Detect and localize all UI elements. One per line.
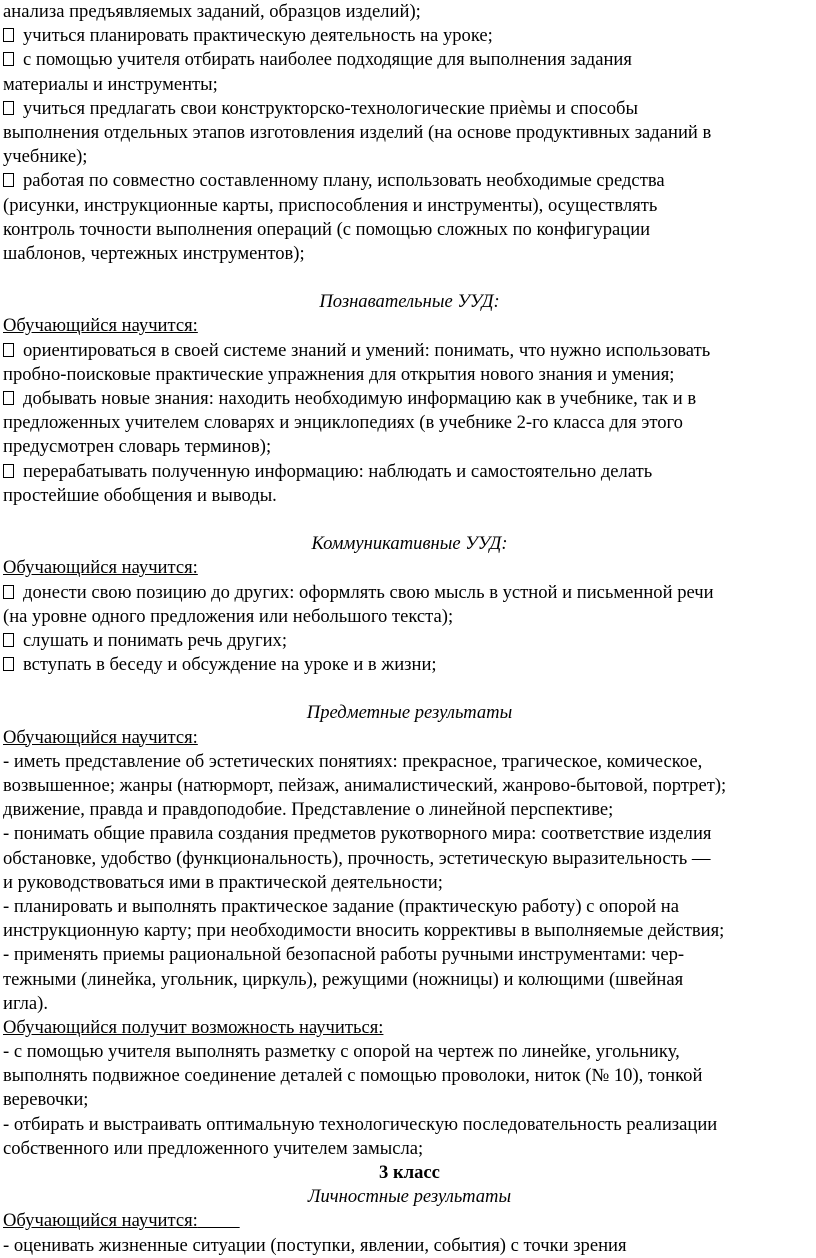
section-heading: Личностные результаты <box>307 1186 512 1208</box>
text-line: и руководствоваться ими в практической деятельности; <box>3 871 443 893</box>
line-text: слушать и понимать речь других; <box>23 629 287 651</box>
section-heading: Познавательные УУД: <box>319 291 500 313</box>
underline-fill <box>198 1210 240 1231</box>
text-line: - оценивать жизненные ситуации (поступки, явлении, события) с точки зрения <box>3 1234 627 1256</box>
cognitive-section <box>3 290 816 508</box>
text-line: инструкционную карту; при необходимости вносить коррективы в выполняемые действия; <box>3 920 725 942</box>
text-line: игла). <box>3 992 49 1014</box>
line-text: вступать в беседу и обсуждение на уроке и в жизни; <box>23 654 437 676</box>
text-line <box>3 411 816 435</box>
text-line: возвышенное; жанры (натюрморт, пейзаж, анималистический, жанрово-бытовой, портрет); <box>3 775 727 796</box>
text-line <box>3 605 816 629</box>
bullet-item <box>3 24 816 48</box>
text-line: - с помощью учителя выполнять разметку с опорой на чертеж по линейке, угольнику, <box>3 1041 680 1063</box>
text-line <box>3 145 816 169</box>
bullet-item <box>3 581 816 605</box>
line-text: добывать новые знания: находить необходимую информацию как в учебнике, так и в <box>23 388 697 409</box>
opportunity-label: Обучающийся получит возможность научиться: <box>3 1016 384 1038</box>
bullet-box-icon <box>3 585 14 599</box>
line-text: ориентироваться в своей системе знаний и умений: понимать, что нужно использовать <box>23 339 711 361</box>
text-line <box>3 218 816 242</box>
subject-section <box>3 701 816 1161</box>
bullet-box-icon <box>3 464 14 478</box>
learner-label: Обучающийся научится: <box>3 557 198 579</box>
text-line <box>3 73 816 97</box>
text-line: собственного или предложенного учителем замысла; <box>3 1137 424 1159</box>
bullet-box-icon <box>3 52 14 66</box>
line-text: работая по совместно составленному плану, использовать необходимые средства <box>23 170 665 192</box>
line-text: (рисунки, инструкционные карты, приспособления и инструменты), осуществлять <box>3 194 658 216</box>
text-line: тежными (линейка, угольник, циркуль), режущими (ножницы) и колющими (швейная <box>3 968 684 990</box>
text-line <box>3 242 816 266</box>
text-line <box>3 121 816 145</box>
bullet-item <box>3 169 816 193</box>
bullet-box-icon <box>3 391 14 405</box>
line-text: перерабатывать полученную информацию: наблюдать и самостоятельно делать <box>23 460 653 482</box>
bullet-box-icon <box>3 28 14 42</box>
text-line: веревочки; <box>3 1089 89 1111</box>
bullet-item <box>3 387 816 411</box>
line-text: с помощью учителя отбирать наиболее подходящие для выполнения задания <box>23 49 632 71</box>
text-line: обстановке, удобство (функциональность), прочность, эстетическую выразительность — <box>3 847 711 869</box>
regulative-continuation <box>3 0 816 266</box>
line-text: (на уровне одного предложения или небольшого текста); <box>3 605 454 627</box>
section-heading: Коммуникативные УУД: <box>311 533 508 555</box>
learner-label: Обучающийся научится: <box>3 726 198 748</box>
learner-label-line <box>3 556 816 580</box>
line-text: учиться планировать практическую деятельность на уроке; <box>23 25 493 47</box>
bullet-item <box>3 460 816 484</box>
grade3-section <box>3 1161 816 1258</box>
learner-label: Обучающийся научится: <box>3 315 198 337</box>
line-text: простейшие обобщения и выводы. <box>3 484 277 506</box>
text-line <box>3 194 816 218</box>
learner-label-line <box>3 314 816 338</box>
line-text: пробно-поисковые практические упражнения для открытия нового знания и умения; <box>3 363 675 385</box>
communicative-section <box>3 532 816 677</box>
text-line: движение, правда и правдоподобие. Представление о линейной перспективе; <box>3 799 614 821</box>
text-line <box>3 363 816 387</box>
text-line: - планировать и выполнять практическое задание (практическую работу) с опорой на <box>3 895 680 917</box>
spacer <box>3 677 816 701</box>
bullet-box-icon <box>3 173 14 187</box>
line-text: шаблонов, чертежных инструментов); <box>3 242 305 264</box>
grade-heading: 3 класс <box>379 1162 440 1183</box>
bullet-item <box>3 653 816 677</box>
opportunity-label-line <box>3 1016 816 1040</box>
line-text: выполнения отдельных этапов изготовления изделий (на основе продуктивных заданий в <box>3 121 712 143</box>
line-text: материалы и инструменты; <box>3 73 218 95</box>
bullet-box-icon <box>3 101 14 115</box>
learner-label-line <box>3 726 816 750</box>
line-text: учиться предлагать свои конструкторско-технологические приѐмы и способы <box>23 97 638 119</box>
spacer <box>3 508 816 532</box>
line-text: контроль точности выполнения операций (с помощью сложных по конфигурации <box>3 218 651 240</box>
text-line: - иметь представление об эстетических понятиях: прекрасное, трагическое, комическое, <box>3 750 703 772</box>
text-line <box>3 435 816 459</box>
text-line: выполнять подвижное соединение деталей с помощью проволоки, ниток (№ 10), тонкой <box>3 1065 703 1087</box>
bullet-box-icon <box>3 633 14 647</box>
section-heading: Предметные результаты <box>306 702 513 724</box>
bullet-box-icon <box>3 657 14 671</box>
bullet-box-icon <box>3 343 14 357</box>
line-text: анализа предъявляемых заданий, образцов изделий); <box>3 1 421 22</box>
learner-label-line <box>3 1209 816 1233</box>
line-text: предложенных учителем словарях и энциклопедиях (в учебнике 2-го класса для этого <box>3 412 683 434</box>
text-line <box>3 484 816 508</box>
learner-label: Обучающийся научится: <box>3 1210 198 1232</box>
text-line: - отбирать и выстраивать оптимальную технологическую последовательность реализации <box>3 1113 718 1135</box>
bullet-item <box>3 48 816 72</box>
text-line <box>3 0 816 24</box>
bullet-item <box>3 629 816 653</box>
bullet-item <box>3 97 816 121</box>
line-text: учебнике); <box>3 146 88 168</box>
line-text: донести свою позицию до других: оформлять свою мысль в устной и письменной речи <box>23 581 714 603</box>
text-line: - понимать общие правила создания предметов рукотворного мира: соответствие изделия <box>3 823 712 845</box>
spacer <box>3 266 816 290</box>
bullet-item <box>3 339 816 363</box>
line-text: предусмотрен словарь терминов); <box>3 436 272 458</box>
text-line: - применять приемы рациональной безопасной работы ручными инструментами: чер- <box>3 944 685 966</box>
